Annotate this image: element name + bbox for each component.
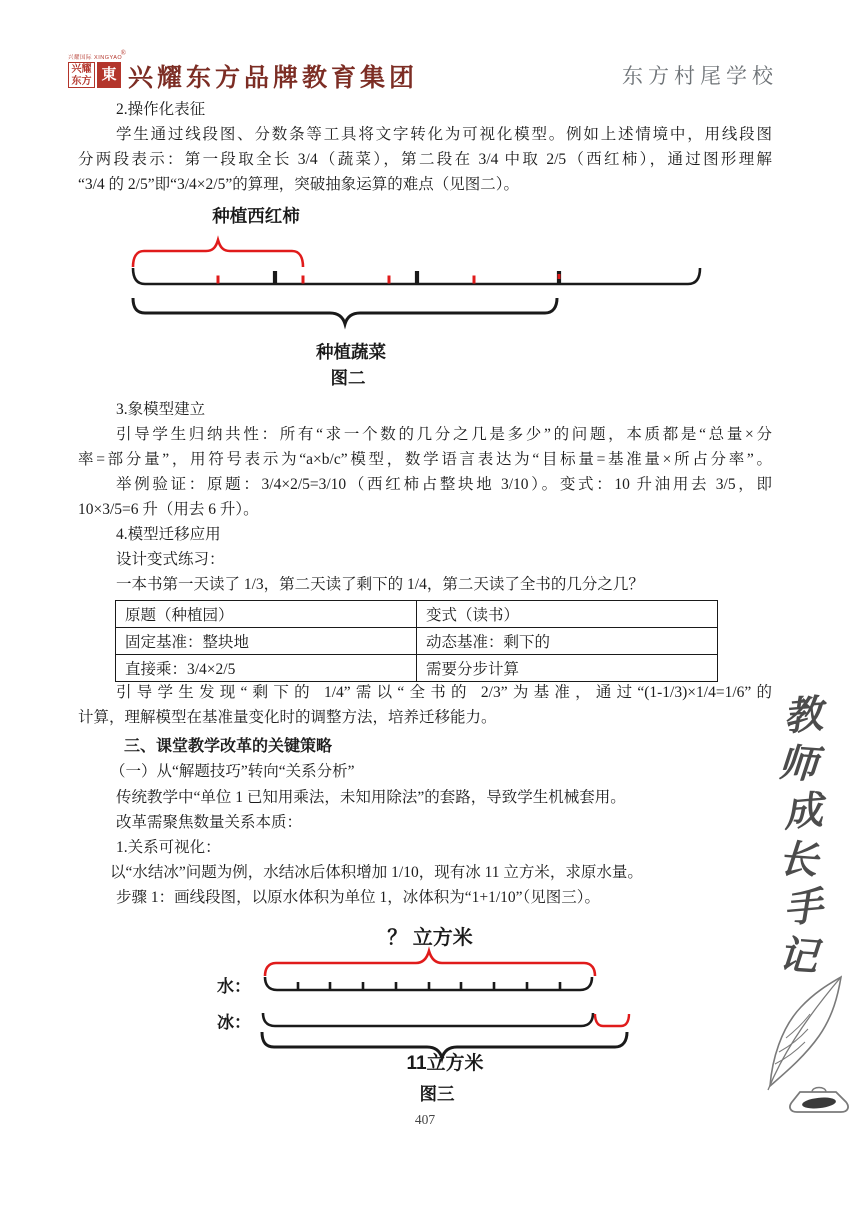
watermark-calligraphy (770, 693, 830, 981)
text-line: 2.操作化表征 (116, 101, 206, 118)
text-line: “3/4 的 2/5”即“3/4×2/5”的算理，突破抽象运算的难点（见图二）。 (78, 176, 519, 193)
watermark-char: 长 (777, 837, 819, 884)
figure3-ice-extension (595, 1014, 629, 1026)
table-cell: 变式（读书） (417, 601, 718, 628)
quill-icon (768, 977, 848, 1112)
text-line: 一本书第一天读了 1/3，第二天读了剩下的 1/4，第二天读了全书的几分之几？ (116, 576, 644, 593)
text-line: 4.模型迁移应用 (116, 526, 221, 543)
figure2-caption: 图二 (330, 368, 366, 388)
text-line: 10×3/5=6 升（用去 6 升）。 (78, 501, 259, 518)
table-cell: 固定基准：整块地 (116, 628, 417, 655)
logo-micro-text: 兴耀国际 XINGYAO (68, 55, 123, 61)
registered-mark-icon: ® (120, 49, 126, 57)
table-cell: 需要分步计算 (417, 655, 718, 682)
table-row (116, 655, 718, 682)
text-line: 改革需聚焦数量关系本质： (116, 814, 303, 831)
text-line: 举例验证：原题：3/4×2/5=3/10（西红柿占整块地 3/10）。变式：10 升油用去 3/5，即 (116, 476, 772, 493)
watermark-char: 教 (781, 693, 825, 740)
text-line: （一）从“解题技巧”转向“关系分析” (110, 763, 355, 780)
figure3-red-overbrace (265, 951, 595, 976)
watermark-char: 手 (781, 885, 825, 932)
figure3-diagram (217, 925, 629, 1104)
figure3-caption: 图三 (419, 1084, 455, 1104)
water-ticks (298, 982, 560, 990)
figure3-top-label: ？ 立方米 (387, 927, 473, 949)
table-cell: 动态基准：剩下的 (417, 628, 718, 655)
section-heading: 三、课堂教学改革的关键策略 (124, 738, 333, 755)
text-line: 学生通过线段图、分数条等工具将文字转化为可视化模型。例如上述情境中，用线段图 (116, 126, 772, 143)
figure3-ice-label: 冰： (217, 1013, 251, 1032)
figure3-ice-line (263, 1013, 593, 1026)
table-row (116, 628, 718, 655)
text-line: 步骤 1：画线段图，以原水体积为单位 1，冰体积为“1+1/10”（见图三）。 (116, 889, 601, 906)
brand-logo (68, 49, 126, 98)
figure2-diagram (133, 206, 700, 388)
watermark-char: 记 (777, 933, 819, 980)
comparison-table (115, 600, 718, 682)
figure2-underbrace (133, 298, 557, 324)
text-line: 率=部分量”，用符号表示为“a×b/c”模型，数学语言表达为“目标量=基准量×所占分率”。 (78, 451, 772, 468)
table-cell: 原题（种植园） (116, 601, 417, 628)
text-line: 传统教学中“单位 1 已知用乘法，未知用除法”的套路，导致学生机械套用。 (116, 789, 626, 806)
table-cell: 直接乘：3/4×2/5 (116, 655, 417, 682)
figure3-water-label: 水： (217, 977, 251, 996)
text-line: 3.象模型建立 (116, 401, 206, 418)
text-line: 分两段表示：第一段取全长 3/4（蔬菜），第二段在 3/4 中取 2/5（西红柿），通过图形理解 (78, 151, 772, 168)
figure3-water-line (265, 977, 592, 990)
figure2-bottom-label: 种植蔬菜 (316, 342, 386, 362)
text-line: 设计变式练习： (116, 551, 225, 568)
text-line: 计算，理解模型在基准量变化时的调整方法，培养迁移能力。 (78, 709, 497, 726)
figure3-underbrace (262, 1032, 627, 1058)
watermark-char: 师 (777, 741, 819, 788)
text-line: 1.关系可视化： (116, 839, 221, 856)
page-number: 407 (414, 1112, 436, 1127)
figure2-red-overbrace (133, 240, 303, 267)
table-row (116, 601, 718, 628)
logo-seal-outline: 兴耀东方 (68, 62, 95, 88)
text-line: 以“水结冰”问题为例，水结冰后体积增加 1/10，现有冰 11 立方米，求原水量。 (110, 864, 643, 881)
figure2-main-line (133, 268, 700, 284)
figure2-top-label: 种植西红柿 (212, 206, 300, 226)
figure3-bottom-label: 11立方米 (406, 1053, 484, 1074)
text-line: 引导学生归纳共性：所有“求一个数的几分之几是多少”的问题，本质都是“总量×分 (116, 426, 772, 443)
text-line: 引导学生发现“剩下的 1/4”需以“全书的 2/3”为基准，通过“(1-1/3)×1/4=1/6”的 (116, 684, 772, 701)
logo-seal-solid: 東 (97, 62, 121, 88)
watermark-char: 成 (781, 789, 825, 836)
school-name: 东方村尾学校 (622, 64, 778, 88)
brand-title: 兴耀东方品牌教育集团 (128, 65, 419, 92)
